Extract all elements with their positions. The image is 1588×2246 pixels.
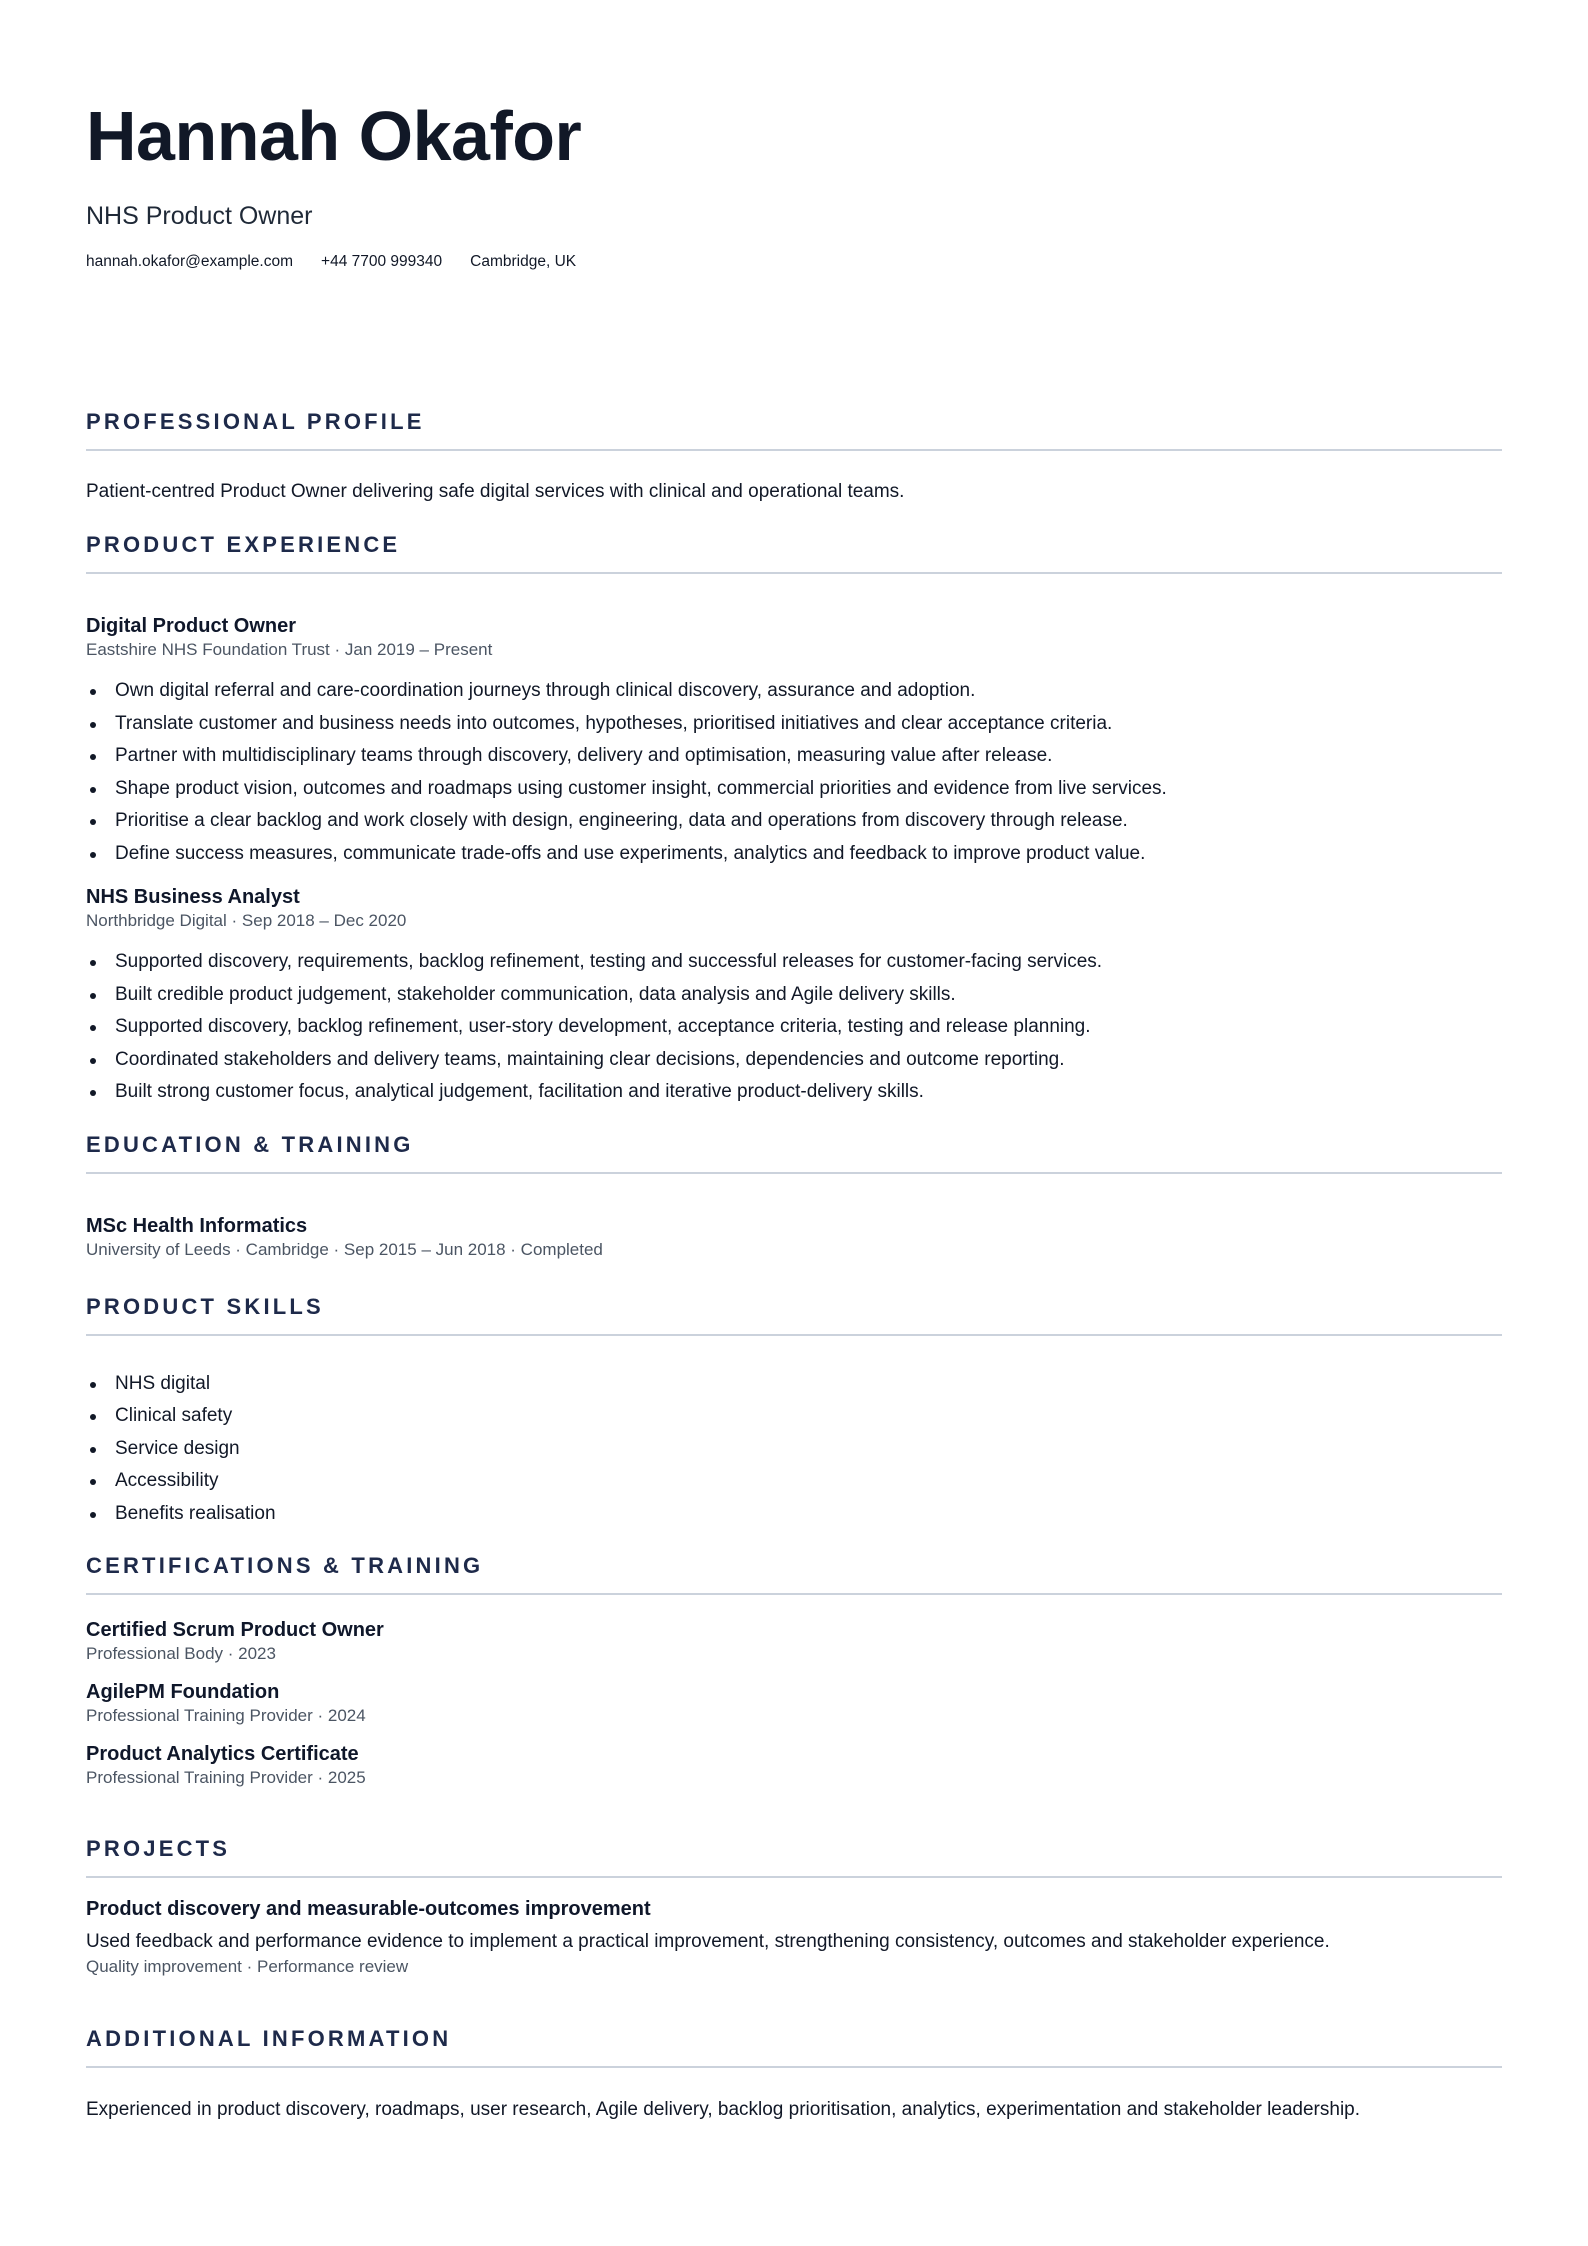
job-bullet: Define success measures, communicate trade-offs and use experiments, analytics and feedback to improve product value. xyxy=(115,838,1502,871)
section-skills xyxy=(86,1293,1502,1531)
job-meta: Northbridge Digital · Sep 2018 – Dec 2020 xyxy=(86,911,407,930)
job-bullet: Supported discovery, requirements, backlog refinement, testing and successful releases for customer-facing services. xyxy=(115,946,1502,979)
certification-meta: Professional Training Provider · 2025 xyxy=(86,1768,366,1787)
project-tags: Quality improvement · Performance review xyxy=(86,1957,409,1976)
project-entry xyxy=(86,1896,1502,1978)
section-additional xyxy=(86,2025,1502,2124)
candidate-headline: NHS Product Owner xyxy=(86,202,313,230)
section-title-experience: PRODUCT EXPERIENCE xyxy=(86,531,1502,574)
section-projects xyxy=(86,1835,1502,1978)
skills-list xyxy=(86,1368,1502,1531)
education-degree: MSc Health Informatics xyxy=(86,1214,308,1237)
job-meta: Eastshire NHS Foundation Trust · Jan 2019 – Present xyxy=(86,640,493,659)
job-bullet: Partner with multidisciplinary teams through discovery, delivery and optimisation, measuring value after release. xyxy=(115,740,1502,773)
section-title-projects: PROJECTS xyxy=(86,1835,1502,1878)
candidate-name: Hannah Okafor xyxy=(86,97,582,175)
section-profile xyxy=(86,408,1502,506)
job-bullets xyxy=(86,675,1502,870)
certification-name: AgilePM Foundation xyxy=(86,1681,280,1703)
profile-summary: Patient-centred Product Owner delivering safe digital services with clinical and operational teams. xyxy=(86,481,905,502)
job-role: Digital Product Owner xyxy=(86,615,297,637)
job-bullet: Supported discovery, backlog refinement, user-story development, acceptance criteria, testing and release planning. xyxy=(115,1011,1502,1044)
job-entry xyxy=(86,884,1502,1109)
section-title-certifications: CERTIFICATIONS & TRAINING xyxy=(86,1552,1502,1595)
contact-email: hannah.okafor@example.com xyxy=(86,253,294,270)
job-bullet: Own digital referral and care-coordination journeys through clinical discovery, assurance and adoption. xyxy=(115,675,1502,708)
job-bullet: Coordinated stakeholders and delivery teams, maintaining clear decisions, dependencies and outcome reporting. xyxy=(115,1044,1502,1077)
education-meta: University of Leeds · Cambridge · Sep 2015 – Jun 2018 · Completed xyxy=(86,1239,603,1259)
section-experience xyxy=(86,531,1502,1109)
job-role: NHS Business Analyst xyxy=(86,886,300,908)
skill-item: NHS digital xyxy=(115,1368,1502,1401)
certification-entry xyxy=(86,1679,1502,1727)
section-title-profile: PROFESSIONAL PROFILE xyxy=(86,408,1502,451)
job-bullet: Built credible product judgement, stakeholder communication, data analysis and Agile delivery skills. xyxy=(115,979,1502,1012)
contact-phone: +44 7700 999340 xyxy=(321,253,443,270)
certification-entry xyxy=(86,1617,1502,1665)
job-bullet: Prioritise a clear backlog and work closely with design, engineering, data and operations from discovery through release. xyxy=(115,805,1502,838)
resume-header xyxy=(86,0,1502,272)
additional-text: Experienced in product discovery, roadmaps, user research, Agile delivery, backlog prioritisation, analytics, experimentation and stakeholder leadership. xyxy=(86,2099,1361,2120)
project-description: Used feedback and performance evidence to implement a practical improvement, strengthening consistency, outcomes and stakeholder experience. xyxy=(86,1931,1330,1952)
education-entry xyxy=(86,1213,1502,1261)
certification-name: Certified Scrum Product Owner xyxy=(86,1619,384,1641)
section-certifications xyxy=(86,1552,1502,1789)
skill-item: Accessibility xyxy=(115,1465,1502,1498)
skill-item: Benefits realisation xyxy=(115,1498,1502,1531)
section-education xyxy=(86,1131,1502,1261)
job-bullet: Shape product vision, outcomes and roadmaps using customer insight, commercial priorities and evidence from live services. xyxy=(115,773,1502,806)
contact-location: Cambridge, UK xyxy=(470,253,577,270)
skill-item: Service design xyxy=(115,1433,1502,1466)
job-bullet: Translate customer and business needs into outcomes, hypotheses, prioritised initiatives and clear acceptance criteria. xyxy=(115,708,1502,741)
certification-meta: Professional Body · 2023 xyxy=(86,1644,276,1663)
job-bullets xyxy=(86,946,1502,1109)
certification-entry xyxy=(86,1741,1502,1789)
certification-meta: Professional Training Provider · 2024 xyxy=(86,1706,366,1725)
project-name: Product discovery and measurable-outcomes improvement xyxy=(86,1898,651,1920)
job-entry xyxy=(86,613,1502,870)
contact-details xyxy=(86,252,1502,272)
job-bullet: Built strong customer focus, analytical judgement, facilitation and iterative product-delivery skills. xyxy=(115,1076,1502,1109)
skill-item: Clinical safety xyxy=(115,1400,1502,1433)
section-title-additional: ADDITIONAL INFORMATION xyxy=(86,2025,1502,2068)
section-title-education: EDUCATION & TRAINING xyxy=(86,1131,1502,1174)
certification-name: Product Analytics Certificate xyxy=(86,1743,359,1765)
section-title-skills: PRODUCT SKILLS xyxy=(86,1293,1502,1336)
